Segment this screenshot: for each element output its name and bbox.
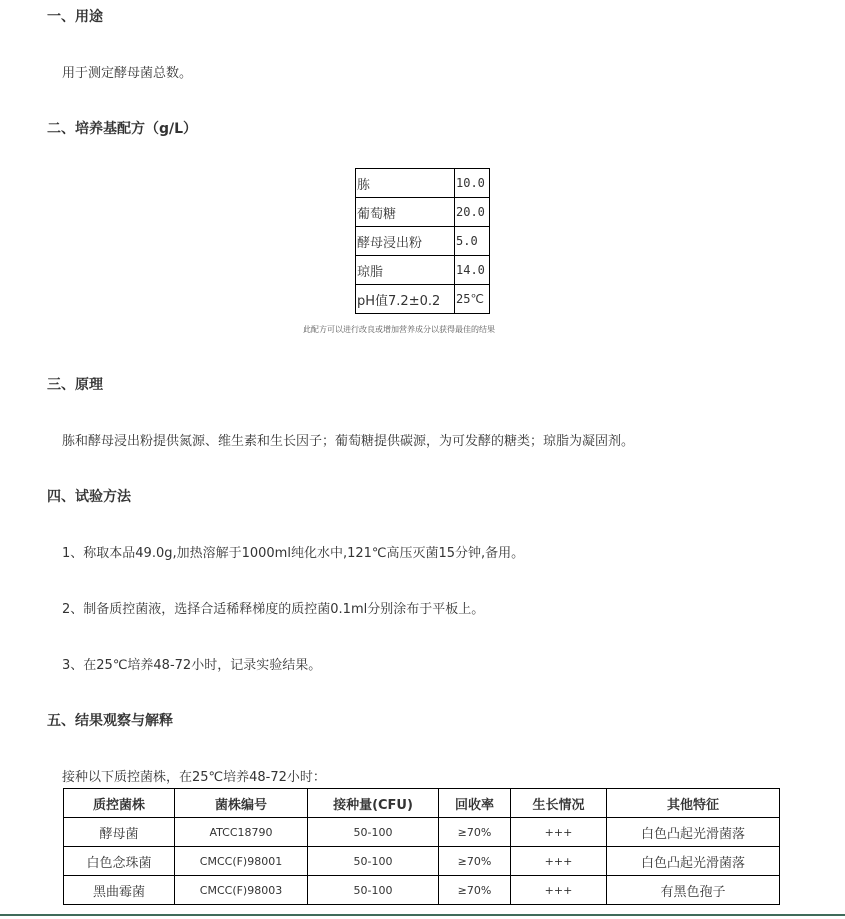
- bottom-divider: [0, 914, 845, 916]
- cell-growth: +++: [511, 818, 607, 847]
- section-usage-heading: 一、用途: [47, 9, 103, 25]
- formula-table: [355, 168, 490, 314]
- cell-strain: 酵母菌: [64, 818, 175, 847]
- section-usage-text: 用于测定酵母菌总数。: [62, 66, 193, 81]
- formula-row: [356, 285, 490, 314]
- col-header-features: 其他特征: [607, 789, 780, 818]
- section-results-heading: 五、结果观察与解释: [47, 713, 173, 729]
- formula-amount: 20.0: [455, 198, 490, 227]
- formula-ingredient: 胨: [356, 169, 455, 198]
- col-header-inoculum: 接种量(CFU): [308, 789, 439, 818]
- cell-features: 有黑色孢子: [607, 876, 780, 905]
- cell-recovery: ≥70%: [439, 847, 511, 876]
- table-row: [64, 847, 780, 876]
- cell-strain-id: CMCC(F)98001: [175, 847, 308, 876]
- formula-amount: 5.0: [455, 227, 490, 256]
- method-step: 2、制备质控菌液，选择合适稀释梯度的质控菌0.1ml分别涂布于平板上。: [62, 602, 485, 617]
- cell-inoculum: 50-100: [308, 876, 439, 905]
- method-step: 3、在25℃培养48-72小时，记录实验结果。: [62, 658, 322, 673]
- results-header-row: [64, 789, 780, 818]
- formula-row: [356, 198, 490, 227]
- formula-ingredient: 葡萄糖: [356, 198, 455, 227]
- cell-features: 白色凸起光滑菌落: [607, 847, 780, 876]
- cell-strain: 黑曲霉菌: [64, 876, 175, 905]
- cell-inoculum: 50-100: [308, 818, 439, 847]
- cell-recovery: ≥70%: [439, 876, 511, 905]
- formula-row: [356, 169, 490, 198]
- formula-note: 此配方可以进行改良或增加营养成分以获得最佳的结果: [303, 325, 495, 334]
- section-principle-text: 胨和酵母浸出粉提供氮源、维生素和生长因子；葡萄糖提供碳源，为可发酵的糖类；琼脂为凝固剂。: [62, 434, 635, 449]
- formula-amount: 14.0: [455, 256, 490, 285]
- col-header-recovery: 回收率: [439, 789, 511, 818]
- cell-features: 白色凸起光滑菌落: [607, 818, 780, 847]
- cell-recovery: ≥70%: [439, 818, 511, 847]
- col-header-strain-id: 菌株编号: [175, 789, 308, 818]
- results-intro: 接种以下质控菌株，在25℃培养48-72小时：: [62, 770, 326, 785]
- formula-ingredient: 酵母浸出粉: [356, 227, 455, 256]
- results-table: [63, 788, 780, 905]
- formula-amount: 10.0: [455, 169, 490, 198]
- formula-ingredient: 琼脂: [356, 256, 455, 285]
- cell-strain-id: ATCC18790: [175, 818, 308, 847]
- section-method-heading: 四、试验方法: [47, 489, 131, 505]
- table-row: [64, 876, 780, 905]
- col-header-strain: 质控菌株: [64, 789, 175, 818]
- formula-row: [356, 227, 490, 256]
- section-principle-heading: 三、原理: [47, 377, 103, 393]
- cell-strain: 白色念珠菌: [64, 847, 175, 876]
- cell-strain-id: CMCC(F)98003: [175, 876, 308, 905]
- cell-growth: +++: [511, 847, 607, 876]
- section-formula-heading: 二、培养基配方（g/L）: [47, 121, 198, 137]
- method-step: 1、称取本品49.0g,加热溶解于1000ml纯化水中,121℃高压灭菌15分钟,备用。: [62, 546, 525, 561]
- formula-row: [356, 256, 490, 285]
- formula-temperature: 25℃: [455, 285, 490, 314]
- cell-growth: +++: [511, 876, 607, 905]
- table-row: [64, 818, 780, 847]
- formula-ph: pH值7.2±0.2: [356, 285, 455, 314]
- cell-inoculum: 50-100: [308, 847, 439, 876]
- col-header-growth: 生长情况: [511, 789, 607, 818]
